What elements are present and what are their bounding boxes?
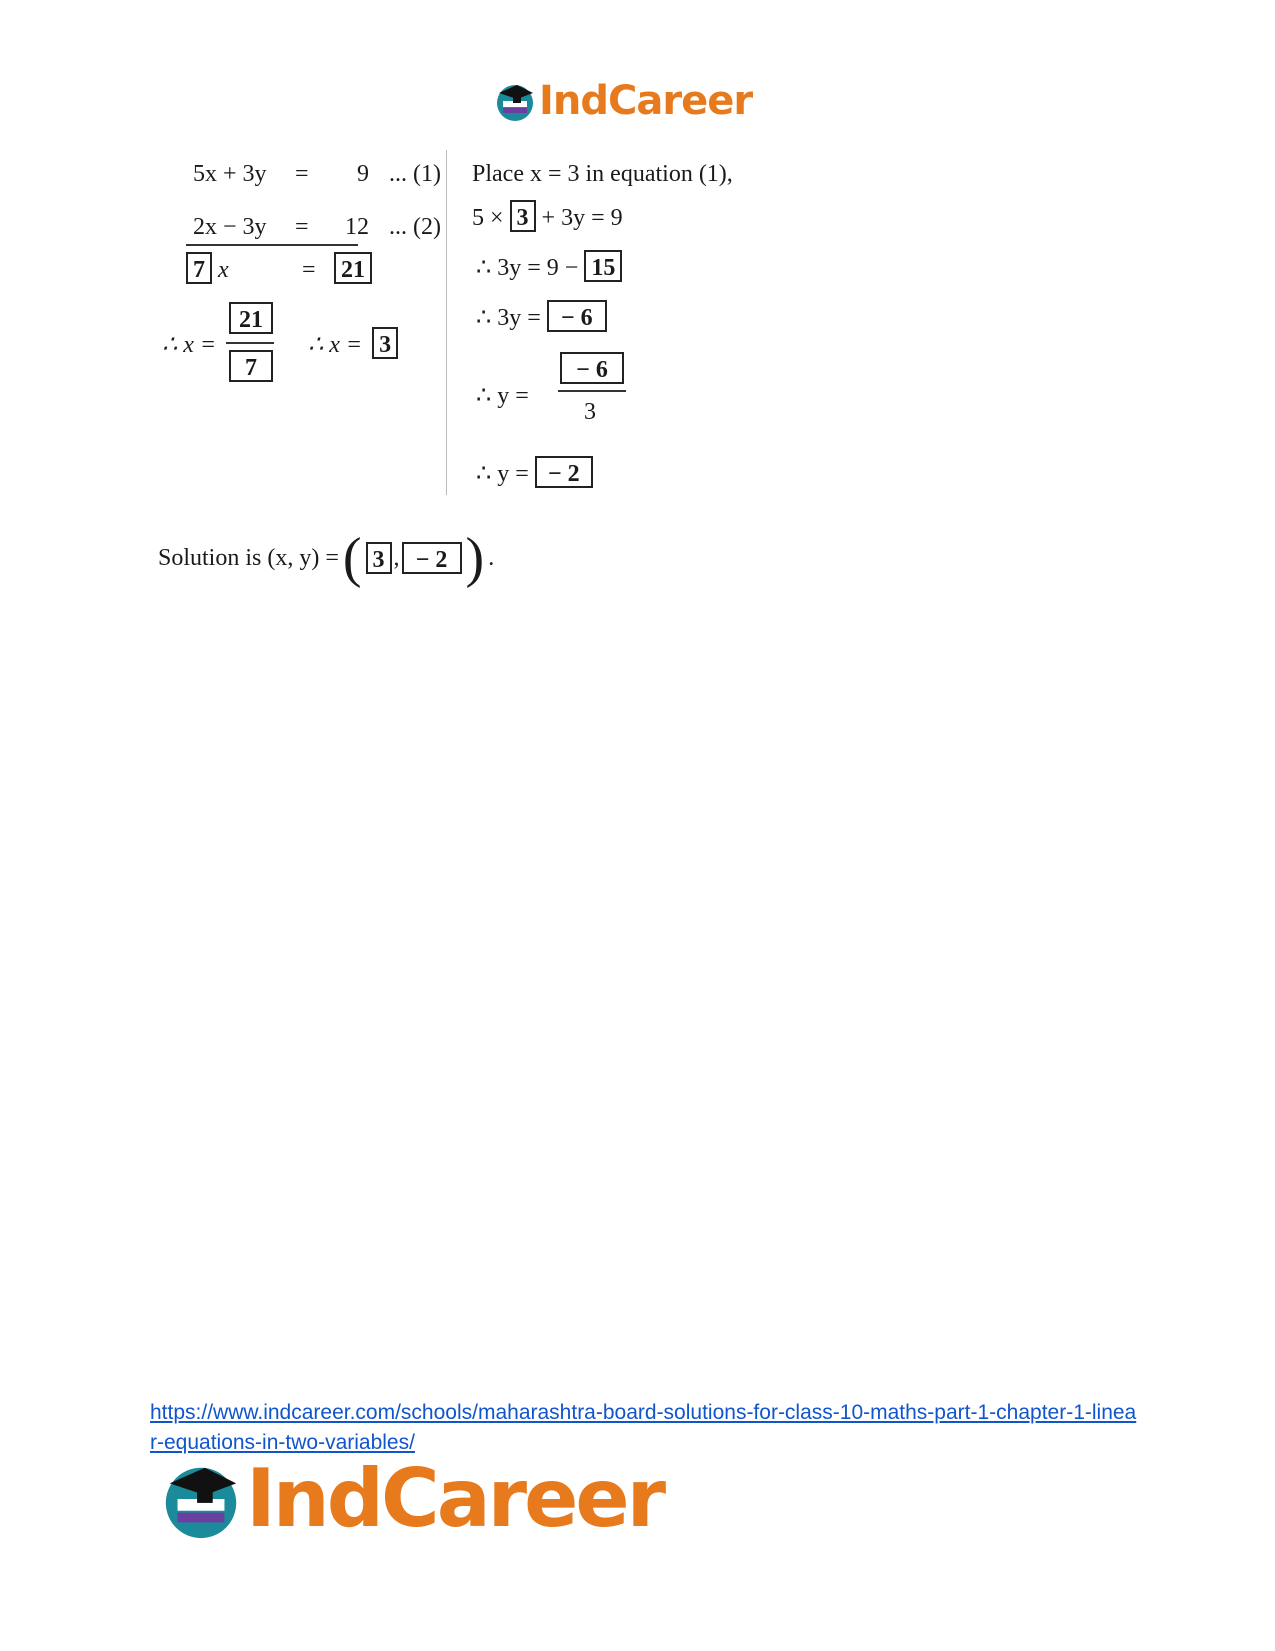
- equation-2: 2x − 3y = 12 ... (2): [193, 214, 441, 240]
- step-3y-value: ∴ 3y = − 6: [476, 300, 607, 332]
- step-y-value: ∴ y = − 2: [476, 456, 593, 488]
- x-fraction: 21: [228, 302, 274, 334]
- x-fraction-den: 7: [228, 350, 274, 382]
- graduation-cap-globe-icon: [493, 79, 537, 123]
- column-divider: [446, 150, 447, 495]
- coef-box: 7: [186, 252, 212, 284]
- x-result: ∴ x = 3: [308, 327, 398, 359]
- x-fraction-prefix: ∴ x =: [162, 332, 217, 358]
- graduation-cap-globe-icon: [158, 1456, 244, 1542]
- y-fraction-num: − 6: [560, 352, 624, 384]
- equation-sum: 7 x = 21: [186, 252, 372, 284]
- substitution-line: Place x = 3 in equation (1),: [472, 161, 733, 187]
- solution-x-box: 3: [366, 542, 392, 574]
- equation-1: 5x + 3y = 9 ... (1): [193, 161, 441, 187]
- source-link[interactable]: https://www.indcareer.com/schools/maharashtra-board-solutions-for-class-10-maths-part-1-chapter-1-linear-equations-in-two-variables/: [150, 1401, 1137, 1454]
- solution-line: Solution is (x, y) = ( 3 , − 2 ) .: [158, 527, 495, 589]
- footer-logo: [158, 1452, 663, 1545]
- step-y-fraction-prefix: ∴ y =: [476, 383, 529, 409]
- header-logo-text: IndCareer: [539, 78, 753, 124]
- solution-y-box: − 2: [402, 542, 462, 574]
- addition-rule: [186, 244, 358, 246]
- step-3y-subtract: ∴ 3y = 9 − 15: [476, 250, 622, 282]
- sum-box: 21: [334, 252, 372, 284]
- x-fraction-bar: [226, 342, 274, 344]
- footer-logo-text: IndCareer: [246, 1452, 664, 1545]
- y-fraction-bar: [558, 390, 626, 392]
- y-fraction-den: 3: [584, 399, 596, 425]
- substitution-step: 5 × 3 + 3y = 9: [472, 200, 623, 232]
- header-logo: [493, 78, 752, 124]
